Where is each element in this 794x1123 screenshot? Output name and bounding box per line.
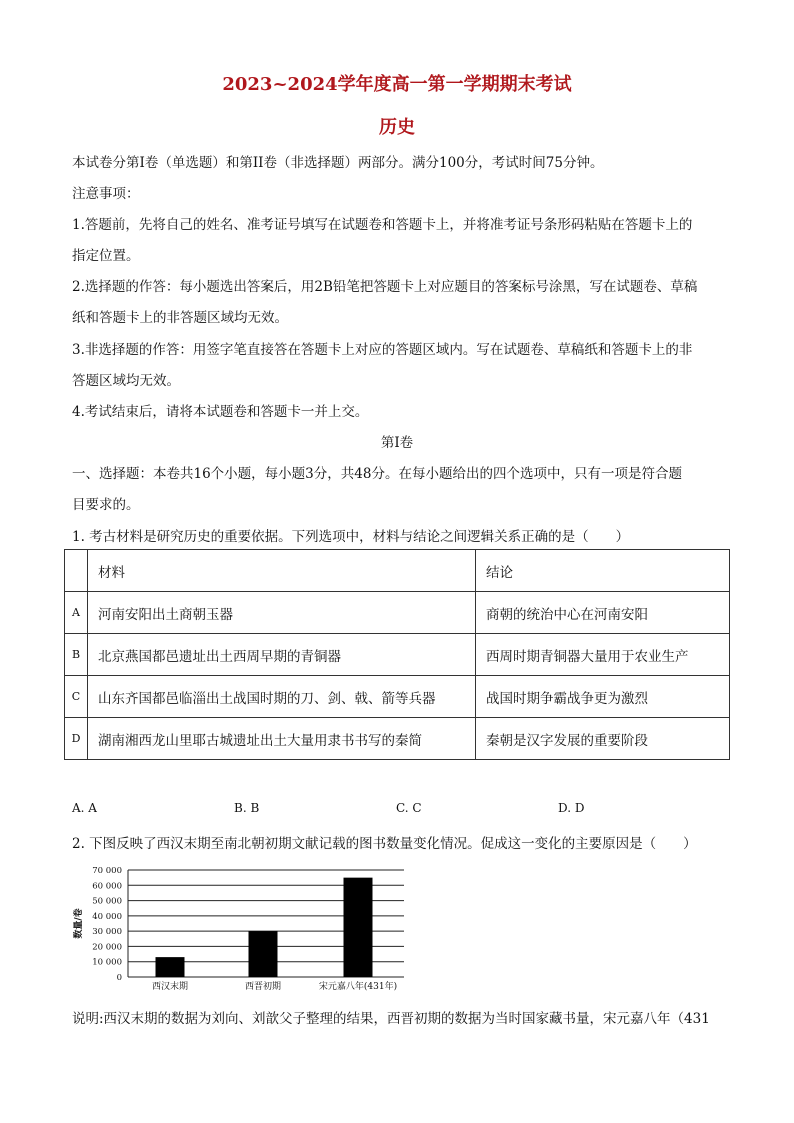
q1-table [64, 549, 730, 760]
q2-bar-chart [62, 858, 422, 998]
material-cell: 山东齐国都邑临淄出土战国时期的刀、剑、戟、箭等兵器 [88, 676, 476, 718]
bar [156, 957, 185, 977]
note-line: 4.考试结束后，请将本试题卷和答题卡一并上交。 [72, 404, 369, 420]
table-header-cell: 结论 [476, 550, 730, 592]
conclusion-cell: 战国时期争霸战争更为激烈 [476, 676, 730, 718]
y-tick-label: 70 000 [92, 866, 122, 876]
x-tick-label: 宋元嘉八年(431年) [318, 982, 398, 992]
note-line: 2.选择题的作答：每小题选出答案后，用2B铅笔把答题卡上对应题目的答案标号涂黑，写在试题卷、草稿 [72, 279, 698, 295]
note-line: 3.非选择题的作答：用签字笔直接答在答题卡上对应的答题区域内。写在试题卷、草稿纸和答题卡上的非 [72, 342, 693, 358]
option-key: B [65, 634, 88, 676]
table-row [65, 676, 730, 718]
option-a[interactable]: A. A [72, 801, 97, 815]
table-header-row [65, 550, 730, 592]
option-key: D [65, 718, 88, 760]
bar [344, 878, 373, 977]
option-key: A [65, 592, 88, 634]
note-line: 指定位置。 [72, 248, 140, 264]
conclusion-cell: 秦朝是汉字发展的重要阶段 [476, 718, 730, 760]
section-label: 第I卷 [380, 435, 414, 451]
y-tick-label: 50 000 [92, 896, 122, 907]
option-c[interactable]: C. C [396, 801, 422, 815]
y-tick-label: 40 000 [92, 911, 122, 922]
note-line: 1.答题前，先将自己的姓名、准考证号填写在试题卷和答题卡上，并将准考证号条形码粘贴在答题卡上的 [72, 217, 693, 233]
exam-subject: 历史 [379, 117, 415, 138]
material-cell: 河南安阳出土商朝玉器 [88, 592, 476, 634]
y-tick-label: 20 000 [92, 942, 122, 953]
bar [249, 931, 278, 977]
intro-paragraph: 本试卷分第I卷（单选题）和第II卷（非选择题）两部分。满分100分，考试时间75分钟。 [72, 155, 604, 171]
q2-stem: 2. 下图反映了西汉末期至南北朝初期文献记载的图书数量变化情况。促成这一变化的主要原因是（ ） [72, 836, 697, 852]
y-tick-label: 10 000 [92, 957, 122, 968]
section-instruction: 目要求的。 [72, 497, 140, 513]
table-row [65, 592, 730, 634]
material-cell: 北京燕国都邑遗址出土西周早期的青铜器 [88, 634, 476, 676]
note-line: 纸和答题卡上的非答题区域均无效。 [72, 310, 288, 326]
option-b[interactable]: B. B [234, 801, 260, 815]
exam-title: 2023~2024学年度高一第一学期期末考试 [222, 74, 572, 95]
x-tick-label: 西晋初期 [244, 982, 282, 992]
section-instruction: 一、选择题：本卷共16个小题，每小题3分，共48分。在每小题给出的四个选项中，只有一项是符合题 [72, 466, 682, 482]
table-header-cell [65, 550, 88, 592]
q2-note: 说明:西汉末期的数据为刘向、刘歆父子整理的结果，西晋初期的数据为当时国家藏书量，宋元嘉八年（431 [72, 1011, 710, 1027]
y-tick-label: 0 [116, 973, 122, 983]
x-tick-label: 西汉末期 [151, 982, 189, 992]
table-header-cell: 材料 [88, 550, 476, 592]
table-row [65, 634, 730, 676]
option-d[interactable]: D. D [558, 801, 585, 815]
y-axis-label: 数量/卷 [74, 908, 84, 939]
q1-stem: 1. 考古材料是研究历史的重要依据。下列选项中，材料与结论之间逻辑关系正确的是（ ） [72, 529, 630, 545]
material-cell: 湖南湘西龙山里耶古城遗址出土大量用隶书书写的秦简 [88, 718, 476, 760]
y-tick-label: 30 000 [92, 927, 122, 938]
conclusion-cell: 西周时期青铜器大量用于农业生产 [476, 634, 730, 676]
y-tick-label: 60 000 [92, 881, 122, 892]
notes-title: 注意事项： [72, 186, 140, 202]
note-line: 答题区域均无效。 [72, 373, 180, 389]
option-key: C [65, 676, 88, 718]
table-row [65, 718, 730, 760]
conclusion-cell: 商朝的统治中心在河南安阳 [476, 592, 730, 634]
